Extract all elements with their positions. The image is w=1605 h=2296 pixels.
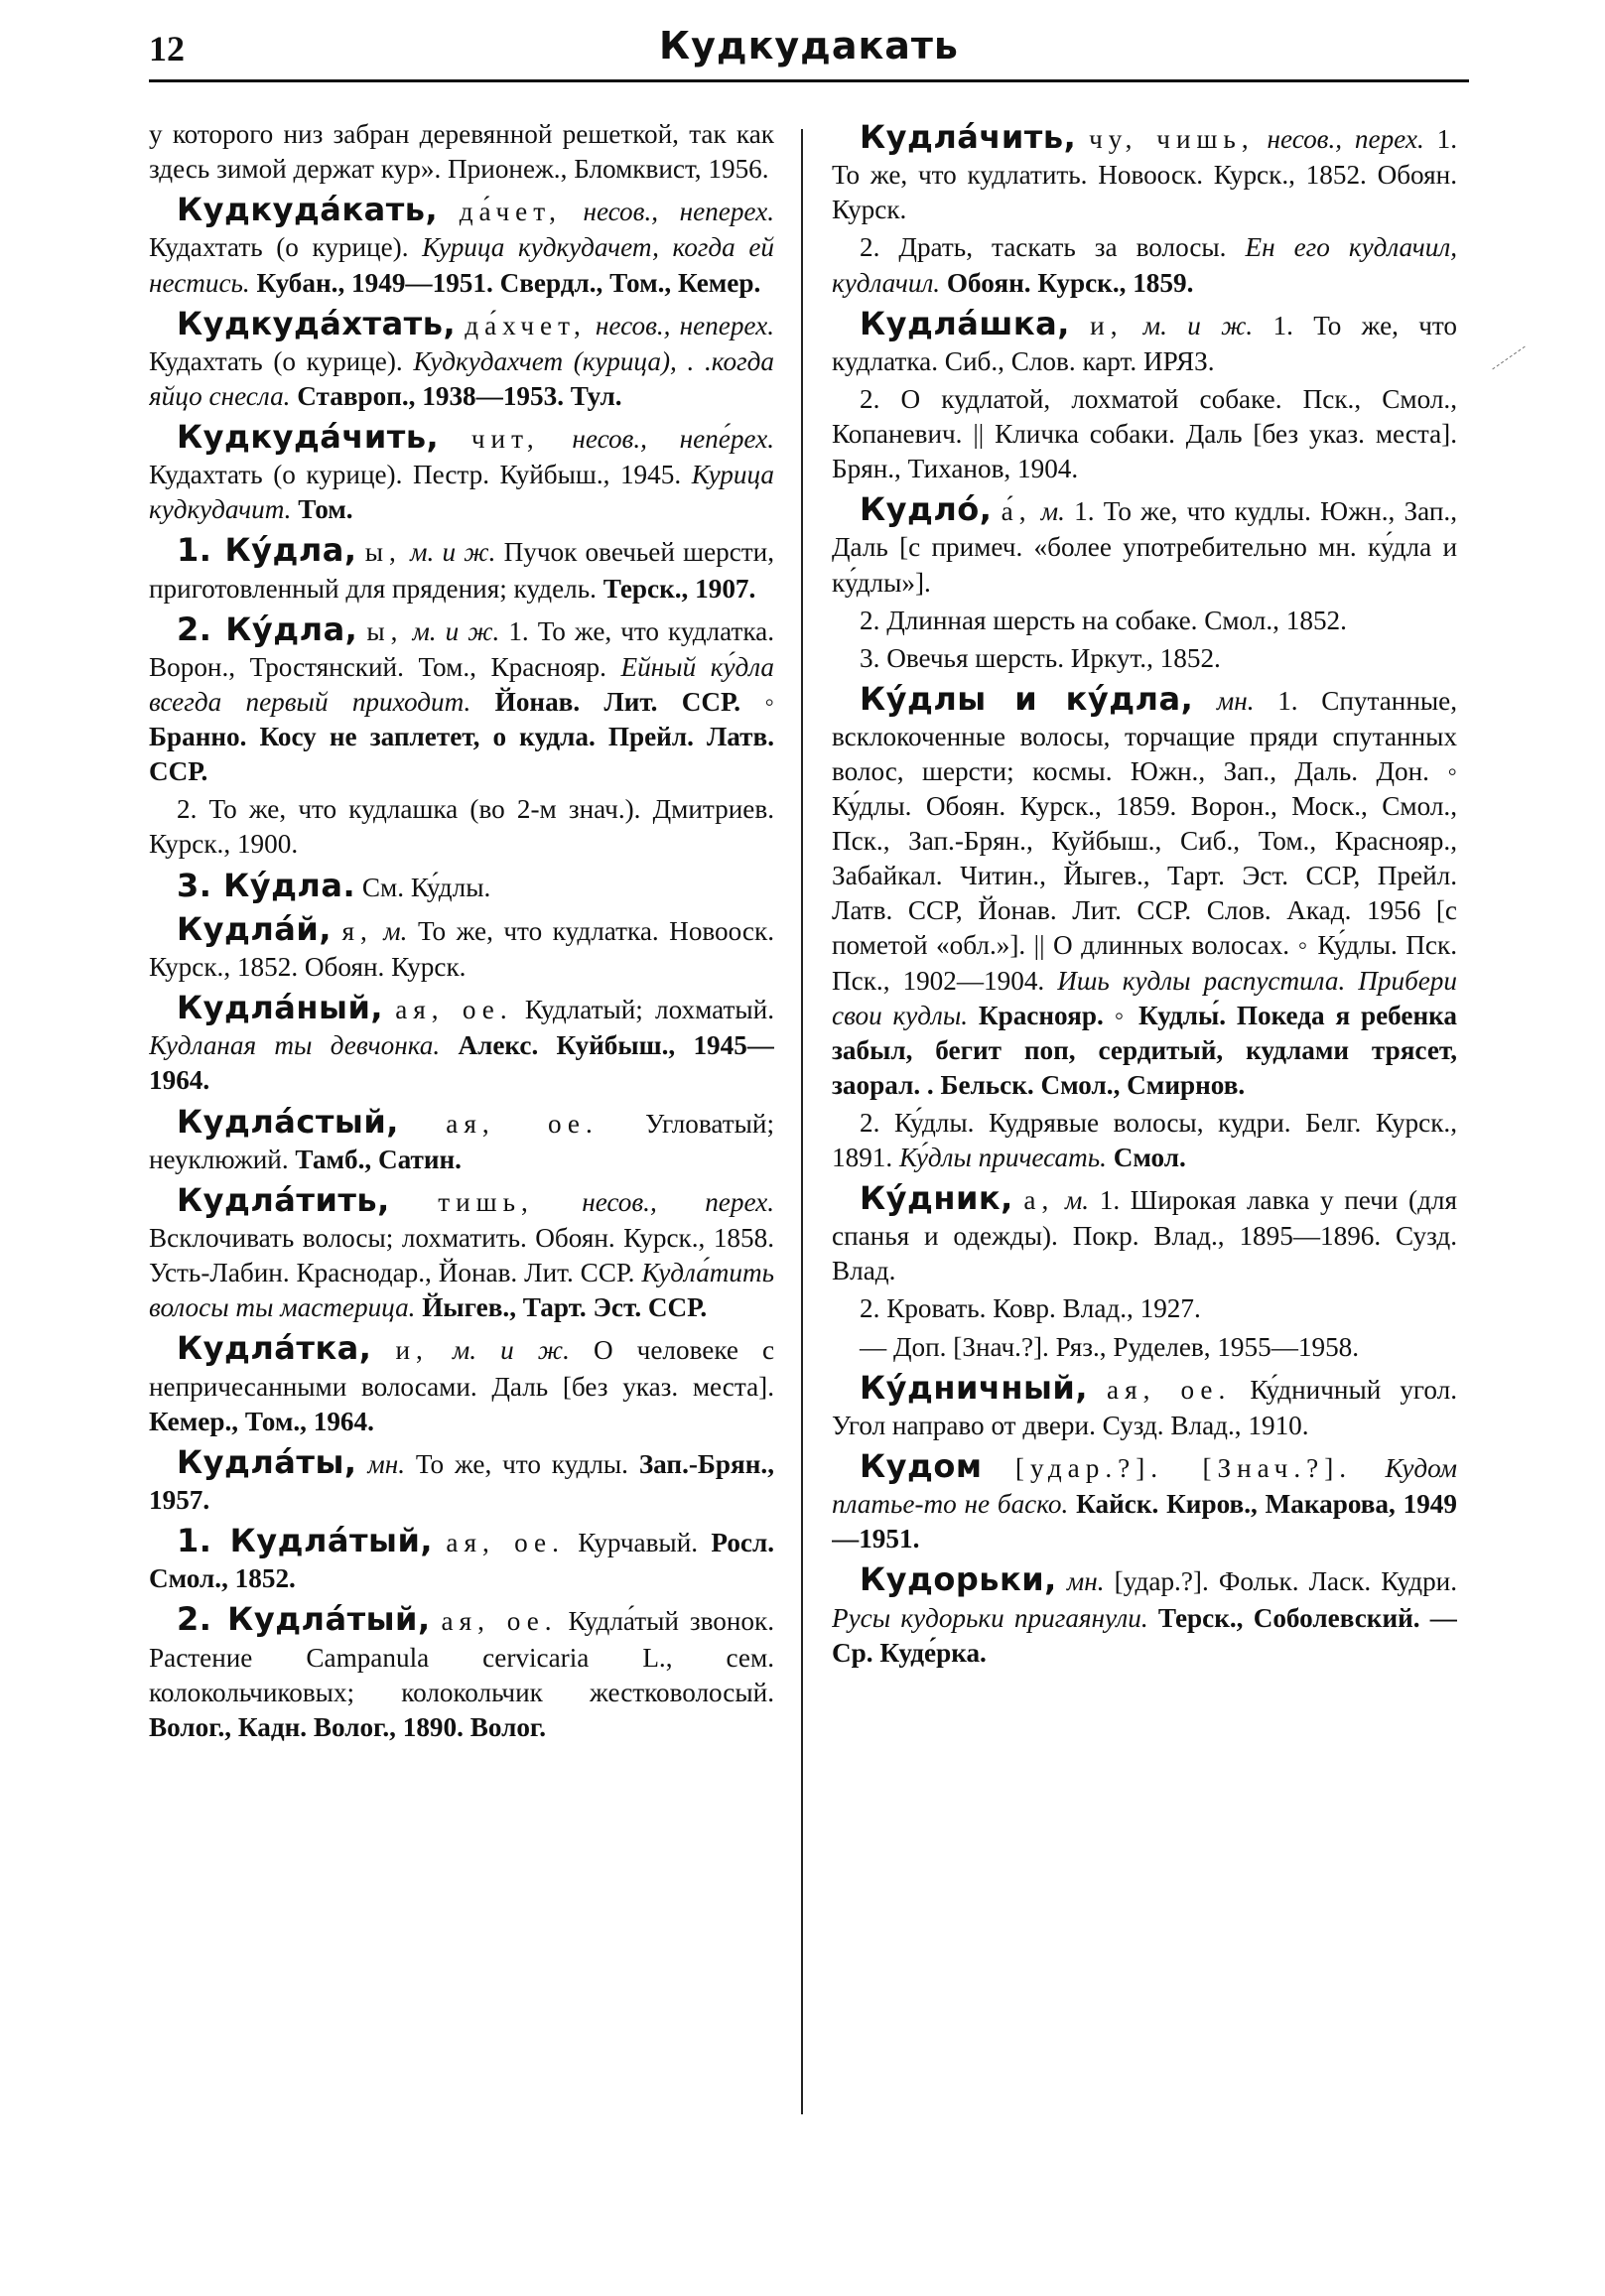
inflection-forms: а́,	[1001, 496, 1032, 527]
dictionary-entry	[832, 1559, 1457, 1670]
definition: 1. Широкая лавка у печи (для спанья и одежды). Покр. Влад., 1895—1896. Сузд. Влад.	[832, 1185, 1457, 1286]
source-refs: Зап.-Брян., 1957.	[149, 1448, 774, 1516]
grammar-label: мн.	[367, 1448, 406, 1479]
page-number: 12	[149, 29, 185, 68]
dictionary-entry	[832, 1446, 1457, 1556]
headword: Кудом	[860, 1446, 983, 1485]
grammar-label: несов., непе́рех.	[572, 424, 774, 454]
dictionary-entry	[149, 1180, 774, 1326]
inflection-forms: и,	[395, 1335, 429, 1366]
entry-sense	[832, 641, 1457, 676]
grammar-label: м.	[383, 915, 408, 946]
headword: Кудла́тка,	[177, 1329, 372, 1368]
dictionary-entry	[149, 1599, 774, 1745]
dictionary-entry	[149, 1442, 774, 1518]
sense-text: — Доп. [Знач.?]. Ряз., Руделев, 1955—1958.	[860, 1331, 1360, 1362]
headword: Кудла́чить,	[860, 118, 1077, 156]
stray-mark	[1492, 346, 1525, 370]
dictionary-entry	[149, 988, 774, 1098]
example-text: Ен его кудлачил, кудлачил.	[832, 232, 1457, 298]
headword: Кудла́ный,	[177, 989, 384, 1027]
left-column	[149, 117, 774, 2192]
grammar-label: несов., неперех.	[595, 310, 774, 340]
inflection-forms: ы,	[364, 537, 402, 568]
entry-sense	[832, 604, 1457, 638]
definition: Кудахтать (о курице). Пестр. Куйбыш., 1945.	[149, 460, 682, 490]
inflection-forms: тишь,	[438, 1186, 534, 1217]
headword: Ку́дничный,	[860, 1368, 1088, 1407]
example-text: Кудла́тить волосы ты мастерица.	[149, 1258, 774, 1323]
definition: 1. То же, что кудлатка. Сиб., Слов. карт. ИРЯЗ.	[832, 310, 1457, 376]
dictionary-entry	[832, 489, 1457, 600]
headword: Кудла́тить,	[177, 1180, 390, 1219]
example-text: Ишь кудлы распустила. Прибери свои кудлы.	[832, 965, 1457, 1030]
inflection-forms: ая, ое.	[395, 995, 513, 1025]
running-head: Кудкудакать	[659, 24, 959, 68]
definition: 1. Спутанные, всклокоченные волосы, торчащие пряди спутанных волос, шерсти; космы. Южн., Зап., Даль. Дон. ◦ Ку́длы. Обоян. Курск., 1859. Ворон., Моск., Смол., Пск., Зап.-Брян., Куйбыш., Сиб., Том., Краснояр., Забайкал. Читин., Йыгев., Тарт. Эст. ССР, Прейл. Латв. ССР, Йонав. Лит. ССР. Слов. Акад. 1956 [с пометой «обл.»]. || О длинных волосах. ◦ Ку́длы. Пск. Пск., 1902—1904.	[832, 685, 1457, 996]
grammar-label: мн.	[1066, 1566, 1105, 1597]
grammar-label: м. и ж.	[1142, 310, 1254, 340]
definition: Угловатый; неуклюжий.	[149, 1108, 774, 1174]
column-divider	[801, 129, 803, 2114]
dictionary-entry	[149, 1328, 774, 1438]
headword: Кудло́,	[860, 490, 993, 529]
definition: То же, что кудлатка. Новооск. Курск., 1852. Обоян. Курск.	[149, 915, 774, 983]
grammar-label: м. и ж.	[452, 1335, 570, 1366]
inflection-forms: да́чет,	[459, 197, 562, 227]
definition: Курчавый.	[578, 1528, 699, 1558]
example-text: Кудкудахчет (курица), . .когда яйцо снесла.	[149, 345, 774, 411]
dictionary-entry	[832, 679, 1457, 1103]
entry-sense	[832, 382, 1457, 486]
definition: О человеке с непричесанными волосами. Даль [без указ. места].	[149, 1335, 774, 1402]
headword: 2. Ку́дла,	[177, 609, 358, 648]
sense-text: 2. О кудлатой, лохматой собаке. Пск., Смол., Копаневич. || Кличка собаки. Даль [без указ. места]. Брян., Тиханов, 1904.	[832, 383, 1457, 484]
definition: 1. То же, что кудлатка. Ворон., Тростянский. Том., Краснояр.	[149, 615, 774, 683]
entry-sense	[832, 1330, 1457, 1365]
headword: Кудорьки,	[860, 1560, 1057, 1599]
entry-sense	[832, 1106, 1457, 1175]
inflection-forms: чу, чишь,	[1089, 124, 1255, 154]
entry-continuation	[149, 117, 774, 187]
page-header	[149, 18, 1469, 82]
source-refs: Терск., 1907.	[602, 573, 756, 604]
source-refs: Алекс. Куйбыш., 1945—1964.	[149, 1030, 774, 1096]
headword: 1. Ку́дла,	[177, 531, 357, 570]
example-text: Кудом платье-то не баско.	[832, 1452, 1457, 1520]
entry-sense	[149, 792, 774, 862]
definition: Кудахтать (о курице).	[149, 232, 409, 263]
grammar-label: м. и ж.	[412, 615, 500, 646]
headword: 1. Кудла́тый,	[177, 1522, 434, 1560]
inflection-forms: ая, ое.	[446, 1108, 599, 1139]
example-text: Русы кудорьки пригаянули.	[832, 1602, 1148, 1633]
dictionary-entry	[149, 304, 774, 414]
headword: Кудла́ты,	[177, 1442, 357, 1481]
definition: Пучок овечьей шерсти, приготовленный для прядения; кудель.	[149, 537, 774, 604]
headword: Кудла́й,	[177, 909, 332, 948]
inflection-forms: а,	[1023, 1185, 1055, 1216]
headword: 3. Ку́дла.	[177, 866, 356, 904]
example-text: Курица кудкудачет, когда ей нестись.	[149, 232, 774, 298]
sense-text: 3. Овечья шерсть. Иркут., 1852.	[860, 642, 1221, 673]
grammar-label: мн.	[1216, 685, 1255, 716]
source-refs: Смол.	[1113, 1142, 1186, 1172]
right-column	[832, 117, 1457, 2192]
headword: Кудкуда́кать,	[177, 191, 439, 229]
definition: Ку́дничный угол. Угол направо от двери. Сузд. Влад., 1910.	[832, 1374, 1457, 1440]
entry-text: у которого низ забран деревянной решеткой, так как здесь зимой держат кур». Прионеж., Бломквист, 1956.	[149, 119, 774, 185]
dictionary-entry	[149, 417, 774, 527]
headword: 2. Кудла́тый,	[177, 1600, 431, 1639]
inflection-forms: ы,	[366, 615, 404, 646]
inflection-forms: ая, ое.	[446, 1528, 565, 1558]
source-refs: Кубан., 1949—1951. Свердл., Том., Кемер.	[256, 267, 761, 298]
definition: См. Ку́длы.	[361, 872, 491, 902]
inflection-forms: и,	[1090, 310, 1124, 340]
dictionary-entry	[832, 1368, 1457, 1443]
dictionary-entry	[149, 909, 774, 985]
source-refs: Йыгев., Тарт. Эст. ССР.	[422, 1292, 708, 1323]
dictionary-entry	[149, 1521, 774, 1596]
definition: [удар.?]. Фольк. Ласк. Кудри.	[1114, 1566, 1457, 1597]
dictionary-entry	[149, 609, 774, 790]
grammar-label: м. и ж.	[410, 537, 496, 568]
example-text: Курица кудкудачит.	[149, 460, 774, 525]
source-refs: Волог., Кадн. Волог., 1890. Волог.	[149, 1711, 546, 1742]
inflection-forms: ая, ое.	[441, 1606, 558, 1637]
source-refs: Терск., Соболевский. — Ср. Куде́рка.	[832, 1602, 1457, 1668]
grammar-label: м.	[1040, 496, 1065, 527]
source-refs: Росл. Смол., 1852.	[149, 1528, 774, 1594]
source-refs: Обоян. Курск., 1859.	[946, 267, 1194, 298]
inflection-forms: ая, ое.	[1107, 1374, 1232, 1405]
source-refs: Кайск. Киров., Макарова, 1949—1951.	[832, 1489, 1457, 1554]
entry-sense	[832, 230, 1457, 300]
dictionary-entry	[149, 1102, 774, 1177]
definition: Кудахтать (о курице).	[149, 345, 403, 376]
headword: Ку́дник,	[860, 1179, 1013, 1218]
dictionary-entry	[832, 1178, 1457, 1288]
source-refs: Кемер., Том., 1964.	[149, 1406, 374, 1436]
definition: То же, что кудлы.	[415, 1448, 628, 1479]
inflection-forms: да́хчет,	[465, 310, 587, 340]
source-refs: Ставроп., 1938—1953. Тул.	[297, 380, 622, 411]
sense-text: 2. Кровать. Ковр. Влад., 1927.	[860, 1293, 1201, 1324]
headword: Кудкуда́хтать,	[177, 304, 457, 342]
grammar-label: несов., перех.	[1267, 124, 1424, 154]
inflection-forms: [удар.?]. [Знач.?].	[1014, 1452, 1353, 1483]
dictionary-entry	[149, 190, 774, 300]
source-refs: Йонав. Лит. ССР. ◦ Бранно. Косу не заплетет, о кудла. Прейл. Латв. ССР.	[149, 687, 774, 787]
definition: 1. То же, что кудлатить. Новооск. Курск., 1852. Обоян. Курск.	[832, 124, 1457, 225]
headword: Кудкуда́чить,	[177, 418, 440, 456]
example-text: Кудланая ты девчонка.	[149, 1030, 441, 1061]
sense-text: 2. Длинная шерсть на собаке. Смол., 1852.	[860, 605, 1347, 635]
source-refs: Том.	[298, 494, 353, 525]
inflection-forms: я,	[341, 915, 373, 946]
dictionary-entry	[832, 304, 1457, 379]
definition: Кудла́тый звонок. Растение Campanula cervicaria L., сем. колокольчиковых; колокольчик жестковолосый.	[149, 1606, 774, 1707]
definition: Кудлатый; лохматый.	[524, 995, 774, 1025]
dictionary-entry	[149, 866, 774, 906]
sense-text: 2. Драть, таскать за волосы.	[860, 232, 1227, 263]
dictionary-entry	[832, 117, 1457, 227]
definition: Всклочивать волосы; лохматить. Обоян. Курск., 1858. Усть-Лабин. Краснодар., Йонав. Лит. ССР.	[149, 1223, 774, 1288]
sense-text: 2. Ку́длы. Кудрявые волосы, кудри. Белг. Курск., 1891.	[832, 1107, 1457, 1172]
grammar-label: м.	[1064, 1185, 1090, 1216]
source-refs: Тамб., Сатин.	[295, 1144, 462, 1174]
sense-text: 2. То же, что кудлашка (во 2-м знач.). Дмитриев. Курск., 1900.	[149, 794, 774, 860]
entry-sense	[832, 1291, 1457, 1326]
headword: Кудла́стый,	[177, 1102, 399, 1141]
example-text: Ку́длы причесать.	[898, 1142, 1107, 1172]
headword: Кудла́шка,	[860, 304, 1070, 342]
dictionary-entry	[149, 530, 774, 606]
grammar-label: несов., перех.	[582, 1186, 774, 1217]
grammar-label: несов., неперех.	[583, 197, 774, 227]
inflection-forms: чит,	[470, 424, 540, 454]
example-text: Ейный ку́дла всегда первый приходит.	[149, 652, 774, 718]
source-refs: Краснояр. ◦ Кудлы́. Покеда я ребенка забыл, бегит поп, сердитый, кудлами трясет, заорал. . Бельск. Смол., Смирнов.	[832, 1000, 1457, 1100]
headword: Ку́длы и ку́дла,	[860, 679, 1194, 718]
definition: 1. То же, что кудлы. Южн., Зап., Даль [с примеч. «более употребительно мн. ку́дла и ку́длы»].	[832, 496, 1457, 598]
